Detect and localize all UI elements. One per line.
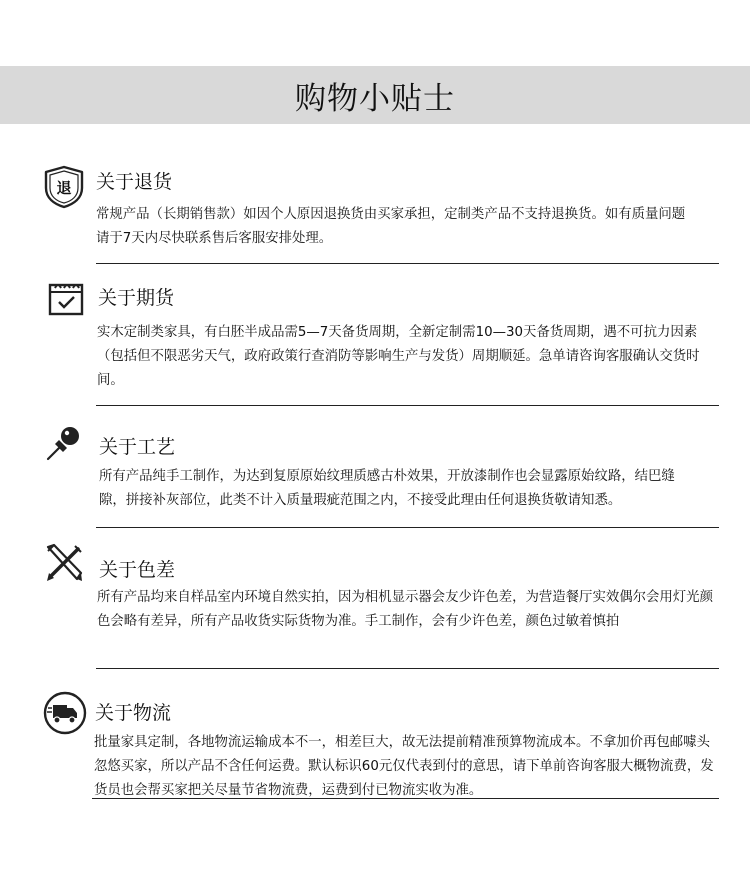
paint-brush-pencil-icon	[44, 543, 84, 583]
page-title: 购物小贴士	[295, 80, 455, 117]
section-divider	[92, 798, 719, 799]
calendar-check-icon	[47, 279, 85, 317]
section-body: 所有产品纯手工制作，为达到复原原始纹理质感古朴效果，开放漆制作也会显露原始纹路，结巴缝隙，拼接补灰部位，此类不计入质量瑕疵范围之内，不接受此理由任何退换货敬请知悉。	[99, 469, 675, 508]
section-divider	[96, 527, 719, 528]
push-pin-icon	[45, 422, 85, 462]
section-heading: 关于退货	[96, 171, 173, 193]
section-divider	[96, 263, 719, 264]
section-heading: 关于物流	[95, 702, 172, 724]
section-divider	[96, 668, 719, 669]
section-body: 常规产品（长期销售款）如因个人原因退换货由买家承担，定制类产品不支持退换货。如有质量问题请于7天内尽快联系售后客服安排处理。	[96, 207, 686, 246]
return-shield-icon	[43, 165, 85, 209]
section-body: 所有产品均来自样品室内环境自然实拍，因为相机显示器会友少许色差，为营造餐厅实效偶尔会用灯光颜色会略有差异，所有产品收货实际货物为准。手工制作，会有少许色差，颜色过敏着慎拍	[97, 590, 713, 629]
section-body: 实木定制类家具，有白胚半成品需5—7天备货周期，全新定制需10—30天备货周期，遇不可抗力因素（包括但不限恶劣天气，政府政策行查消防等影响生产与发货）周期顺延。急单请咨询客服确认交货时间。	[97, 325, 700, 388]
section-body: 批量家具定制，各地物流运输成本不一，相差巨大，故无法提前精准预算物流成本。不拿加价再包邮噱头忽悠买家，所以产品不含任何运费。默认标识60元仅代表到付的意思，请下单前咨询客服大概物流费，发货员也会帮买家把关尽量节省物流费，运费到付已物流实收为准。	[94, 735, 714, 798]
section-divider	[96, 405, 719, 406]
section-heading: 关于工艺	[99, 436, 176, 458]
delivery-truck-icon	[42, 690, 88, 736]
section-heading: 关于期货	[98, 287, 175, 309]
section-heading: 关于色差	[99, 559, 176, 581]
return-icon-glyph: 退	[56, 179, 72, 197]
title-banner	[0, 66, 750, 124]
